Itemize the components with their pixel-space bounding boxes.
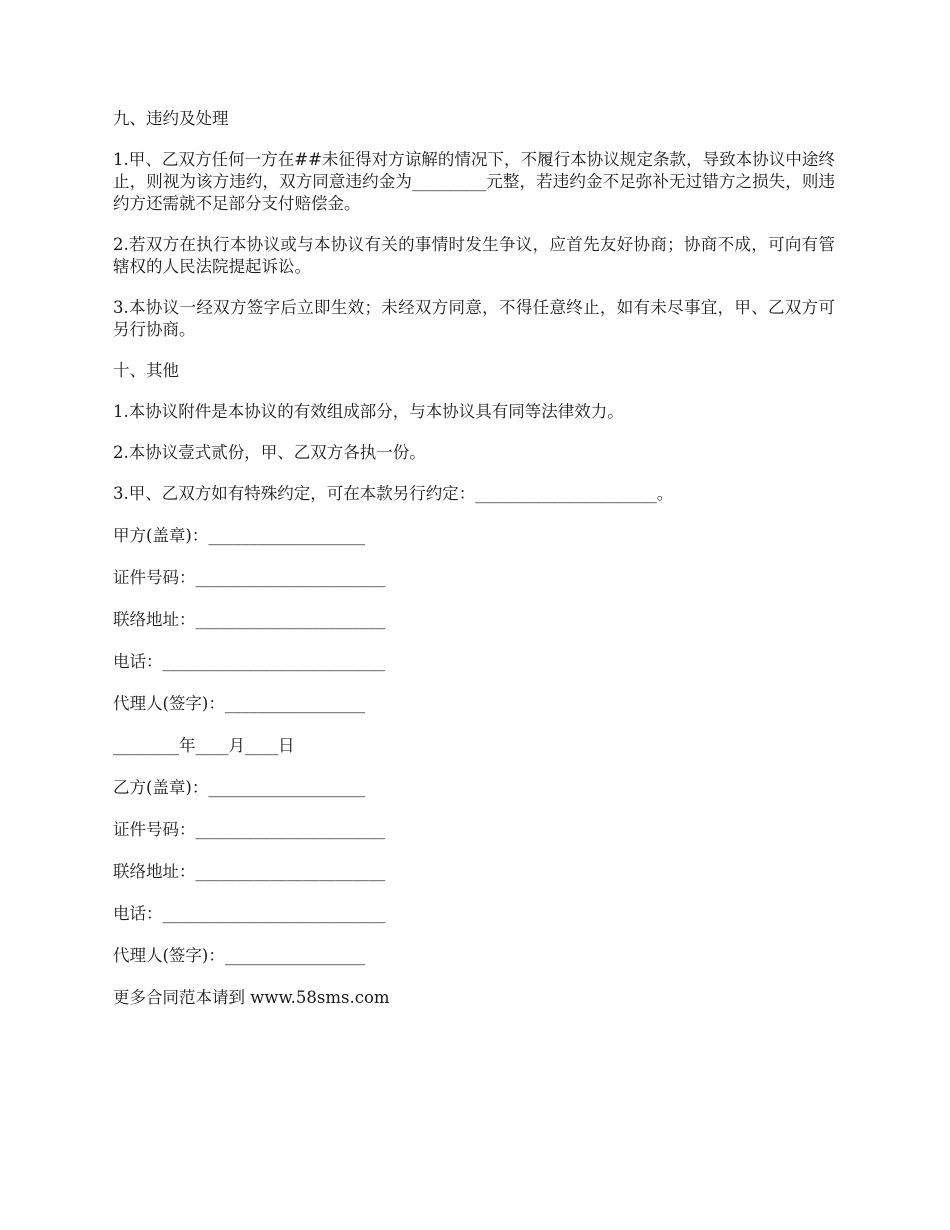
- section9-heading: 九、违约及处理: [113, 109, 229, 128]
- contract-page: [113, 108, 835, 1009]
- footer-note: 更多合同范本请到 www.58sms.com: [113, 988, 390, 1007]
- party-b-id-number: 证件号码：_______________________: [113, 820, 386, 839]
- party-a-phone: 电话：___________________________: [113, 652, 386, 671]
- party-a-address: 联络地址：_______________________: [113, 610, 386, 629]
- date-line: ________年____月____日: [113, 736, 295, 755]
- party-b-phone: 电话：___________________________: [113, 904, 386, 923]
- party-a-id-number: 证件号码：_______________________: [113, 568, 386, 587]
- section10-item-2: 2.本协议壹式贰份，甲、乙双方各执一份。: [113, 443, 426, 462]
- section10-item-3: 3.甲、乙双方如有特殊约定，可在本款另行约定：______________________。: [113, 484, 674, 503]
- section9-item-3: 3.本协议一经双方签字后立即生效；未经双方同意，不得任意终止，如有未尽事宜，甲、乙双方可另行协商。: [113, 298, 835, 339]
- party-b-seal: 乙方(盖章)：___________________: [113, 778, 366, 797]
- section9-item-2: 2.若双方在执行本协议或与本协议有关的事情时发生争议，应首先友好协商；协商不成，可向有管辖权的人民法院提起诉讼。: [113, 235, 835, 276]
- party-a-agent: 代理人(签字)：_________________: [113, 694, 366, 713]
- party-a-seal: 甲方(盖章)：___________________: [113, 526, 366, 545]
- party-b-address: 联络地址：_______________________: [113, 862, 386, 881]
- section9-item-1: 1.甲、乙双方任何一方在##未征得对方谅解的情况下，不履行本协议规定条款，导致本协议中途终止，则视为该方违约，双方同意违约金为_________元整，若违约金不足弥补无过错方之损失，则违约方还需就不足部分支付赔偿金。: [113, 150, 835, 213]
- section10-item-1: 1.本协议附件是本协议的有效组成部分，与本协议具有同等法律效力。: [113, 402, 624, 421]
- section10-heading: 十、其他: [113, 361, 179, 380]
- party-b-agent: 代理人(签字)：_________________: [113, 946, 366, 965]
